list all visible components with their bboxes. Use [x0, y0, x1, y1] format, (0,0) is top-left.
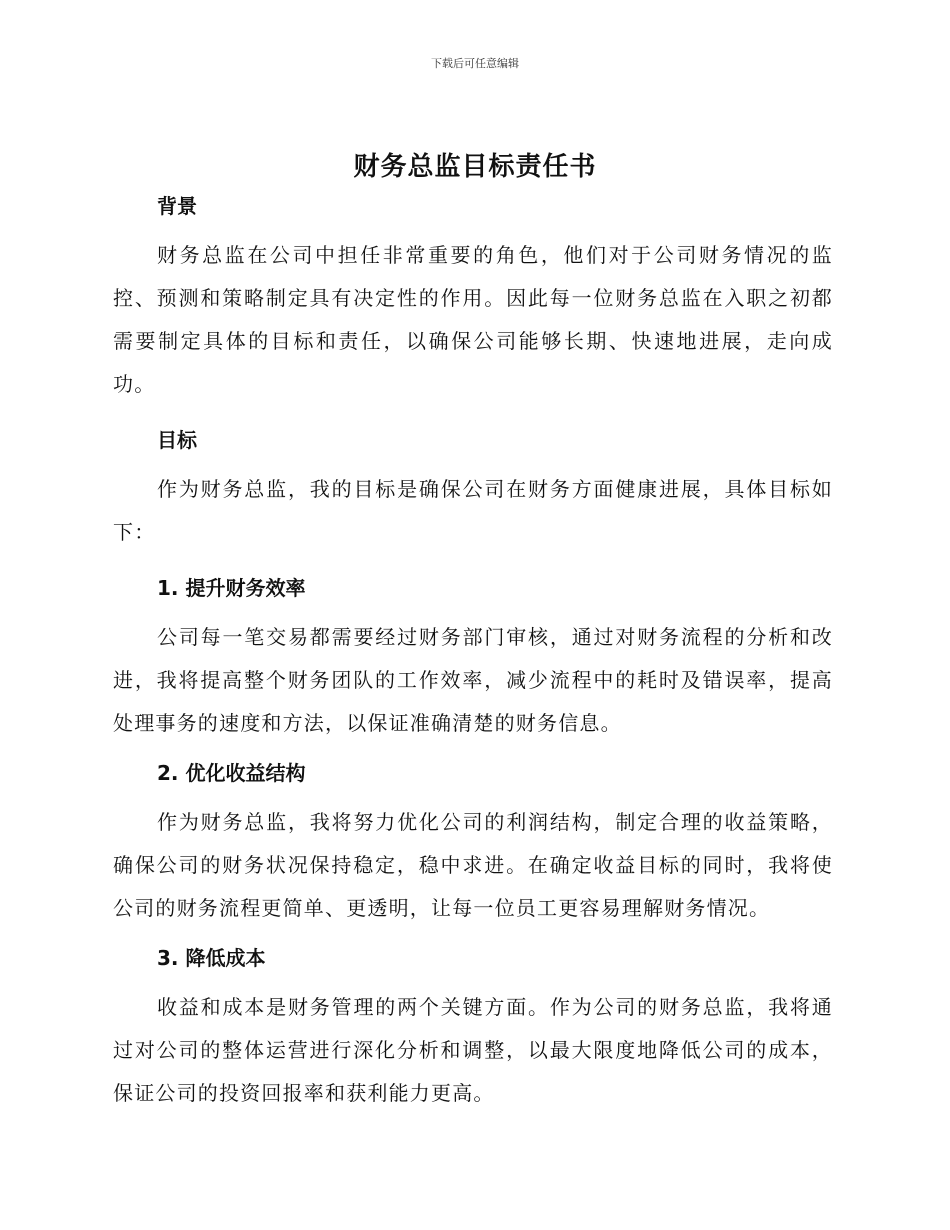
header-note: 下载后可任意编辑 — [431, 57, 519, 70]
section-paragraph-goals: 作为财务总监，我的目标是确保公司在财务方面健康进展，具体目标如下： — [113, 477, 833, 544]
section-paragraph-revenue: 作为财务总监，我将努力优化公司的利润结构，制定合理的收益策略，确保公司的财务状况保持稳定，稳中求进。在确定收益目标的同时，我将使公司的财务流程更简单、更透明，让每一位员工更容易理解财务情况。 — [113, 810, 833, 920]
document-body — [113, 190, 833, 1115]
section-paragraph-cost: 收益和成本是财务管理的两个关键方面。作为公司的财务总监，我将通过对公司的整体运营进行深化分析和调整，以最大限度地降低公司的成本，保证公司的投资回报率和获利能力更高。 — [113, 995, 833, 1105]
section-heading-goals: 目标 — [157, 428, 197, 452]
section-paragraph-background: 财务总监在公司中担任非常重要的角色，他们对于公司财务情况的监控、预测和策略制定具有决定性的作用。因此每一位财务总监在入职之初都需要制定具体的目标和责任，以确保公司能够长期、快速地进展，走向成功。 — [113, 243, 833, 396]
section-heading-efficiency: 1. 提升财务效率 — [157, 576, 306, 600]
section-heading-revenue: 2. 优化收益结构 — [157, 761, 306, 785]
section-heading-background: 背景 — [157, 194, 197, 218]
section-heading-cost: 3. 降低成本 — [157, 946, 266, 970]
section-paragraph-efficiency: 公司每一笔交易都需要经过财务部门审核，通过对财务流程的分析和改进，我将提高整个财务团队的工作效率，减少流程中的耗时及错误率，提高处理事务的速度和方法，以保证准确清楚的财务信息。 — [113, 625, 833, 735]
document-title: 财务总监目标责任书 — [353, 152, 597, 182]
